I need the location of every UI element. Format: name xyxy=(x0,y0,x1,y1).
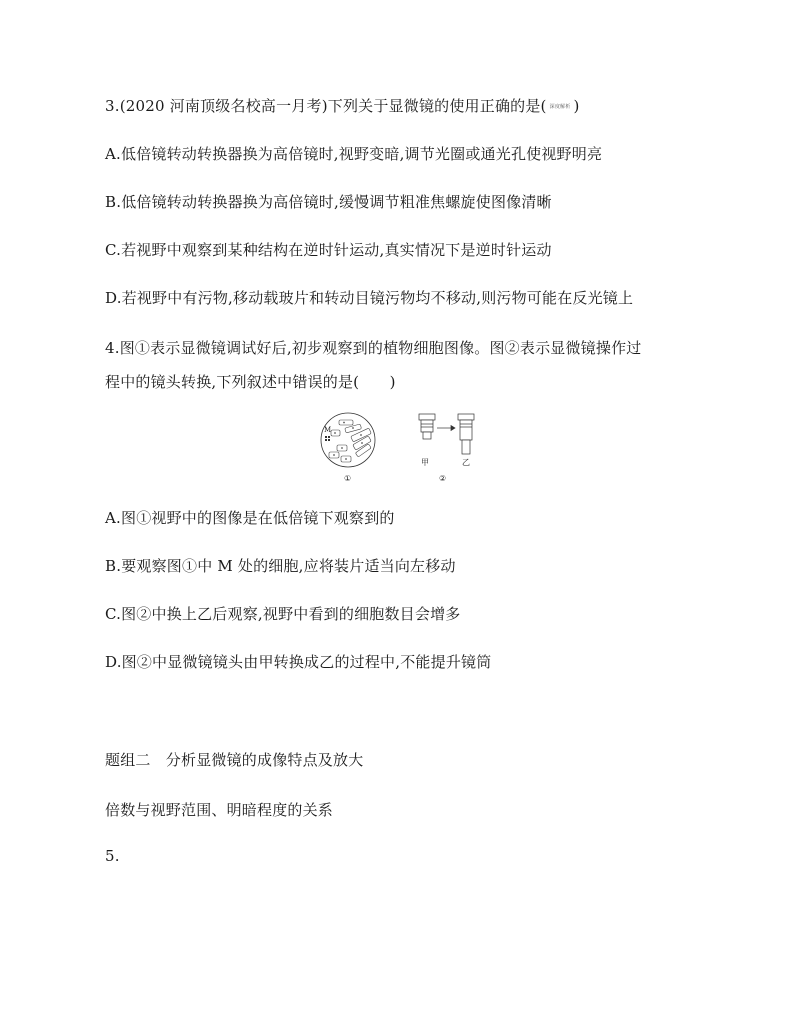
q4-option-c: C.图②中换上乙后观察,视野中看到的细胞数目会增多 xyxy=(105,605,461,623)
m-label: M xyxy=(324,426,332,434)
objective-yi xyxy=(458,414,474,454)
q3-option-d: D.若视野中有污物,移动载玻片和转动目镜污物均不移动,则污物可能在反光镜上 xyxy=(105,289,634,307)
arrow-icon xyxy=(437,426,455,431)
section-subtitle: 倍数与视野范围、明暗程度的关系 xyxy=(105,801,334,819)
q5-number: 5. xyxy=(105,847,120,865)
q4-option-b: B.要观察图①中 M 处的细胞,应将装片适当向左移动 xyxy=(105,557,456,575)
microscope-figure-svg xyxy=(315,412,480,484)
q3-option-b: B.低倍镜转动转换器换为高倍镜时,缓慢调节粗准焦螺旋使图像清晰 xyxy=(105,193,552,211)
jia-label: 甲 xyxy=(421,458,429,467)
q4-stem-line1: 4.图①表示显微镜调试好后,初步观察到的植物细胞图像。图②表示显微镜操作过 xyxy=(105,339,642,357)
q3-option-c: C.若视野中观察到某种结构在逆时针运动,真实情况下是逆时针运动 xyxy=(105,241,552,259)
objective-jia xyxy=(419,414,435,439)
q3-stem xyxy=(105,96,580,117)
yi-label: 乙 xyxy=(462,458,470,467)
q3-option-a: A.低倍镜转动转换器换为高倍镜时,视野变暗,调节光圈或通光孔使视野明亮 xyxy=(105,145,603,163)
q4-option-a: A.图①视野中的图像是在低倍镜下观察到的 xyxy=(105,509,395,527)
microscope-figure xyxy=(315,412,480,484)
q3-stem-close: ) xyxy=(573,97,580,115)
q4-stem-line2: 程中的镜头转换,下列叙述中错误的是( ) xyxy=(105,373,396,391)
field-of-view-image xyxy=(321,413,375,483)
q4-option-d: D.图②中显微镜镜头由甲转换成乙的过程中,不能提升镜筒 xyxy=(105,653,492,671)
figure-1-label: ① xyxy=(344,474,352,483)
section-title: 题组二 分析显微镜的成像特点及放大 xyxy=(105,751,364,769)
objective-lenses-image xyxy=(419,414,474,483)
figure-2-label: ② xyxy=(439,474,447,483)
deep-analysis-badge[interactable]: 深度解析 xyxy=(549,104,571,110)
q3-stem-text: 3.(2020 河南顶级名校高一月考)下列关于显微镜的使用正确的是( xyxy=(105,97,547,115)
